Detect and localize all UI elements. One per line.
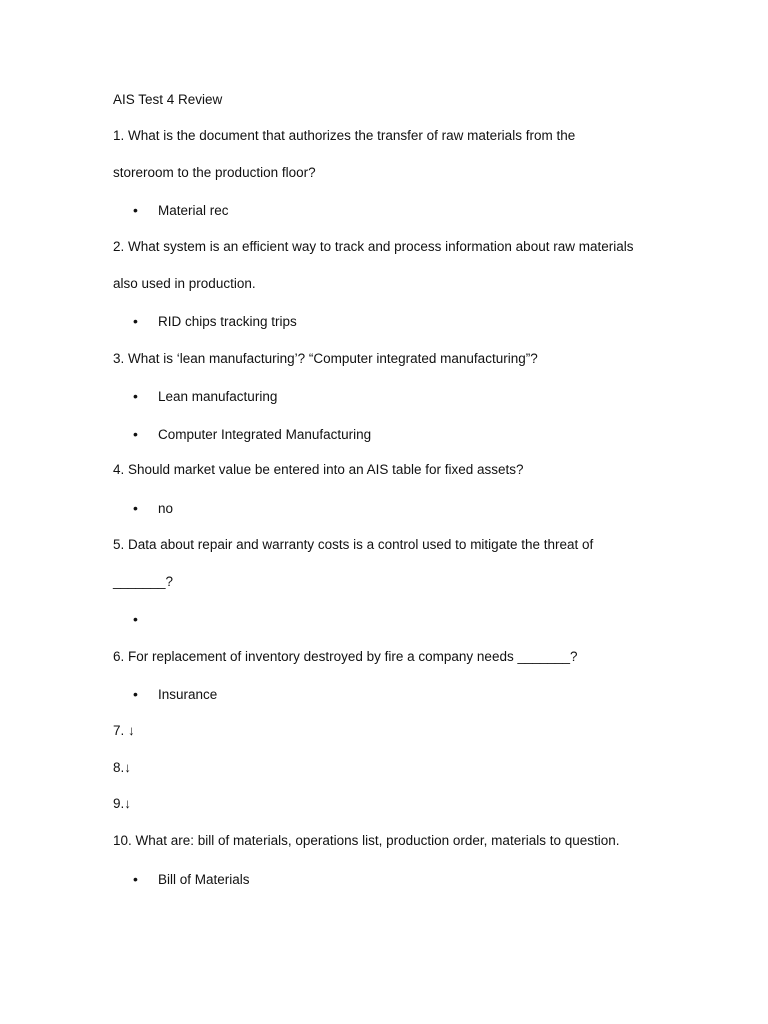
question-8-line-1: 8.↓ [113,760,132,775]
bullet-icon: • [133,686,138,702]
answer-10-item [133,870,250,889]
question-1-line-2: storeroom to the production floor? [113,165,316,180]
answer-3-item-2 [133,425,371,444]
question-6-line-1: 6. For replacement of inventory destroyed by fire a company needs _______? [113,649,578,664]
answer-4-item [133,499,173,518]
answer-6-item [133,685,217,704]
answer-5-item [133,610,158,629]
answer-4-text: no [158,501,174,516]
document-title: AIS Test 4 Review [113,92,223,107]
question-10-line-1: 10. What are: bill of materials, operations list, production order, materials to question. [113,833,620,848]
answer-6-text: Insurance [158,687,218,702]
answer-3-item-1 [133,387,277,406]
answer-1-text: Material rec [158,203,229,218]
question-2-line-1: 2. What system is an efficient way to track and process information about raw materials [113,239,634,254]
question-7-line-1: 7. ↓ [113,723,135,738]
question-3-line-1: 3. What is ‘lean manufacturing’? “Computer integrated manufacturing”? [113,351,538,366]
bullet-icon: • [133,500,138,516]
answer-3-text-1: Lean manufacturing [158,389,278,404]
question-2-line-2: also used in production. [113,276,256,291]
answer-2-item [133,312,297,331]
question-1-line-1: 1. What is the document that authorizes the transfer of raw materials from the [113,128,576,143]
question-5-line-1: 5. Data about repair and warranty costs is a control used to mitigate the threat of [113,537,594,552]
bullet-icon: • [133,202,138,218]
answer-3-text-2: Computer Integrated Manufacturing [158,427,372,442]
bullet-icon: • [133,871,138,887]
answer-1-item [133,201,229,220]
question-4-line-1: 4. Should market value be entered into an AIS table for fixed assets? [113,462,524,477]
bullet-icon: • [133,388,138,404]
bullet-icon: • [133,611,138,627]
question-5-line-2: _______? [113,574,174,589]
bullet-icon: • [133,426,138,442]
question-9-line-1: 9.↓ [113,796,132,811]
answer-10-text: Bill of Materials [158,872,250,887]
answer-2-text: RID chips tracking trips [158,314,297,329]
bullet-icon: • [133,313,138,329]
